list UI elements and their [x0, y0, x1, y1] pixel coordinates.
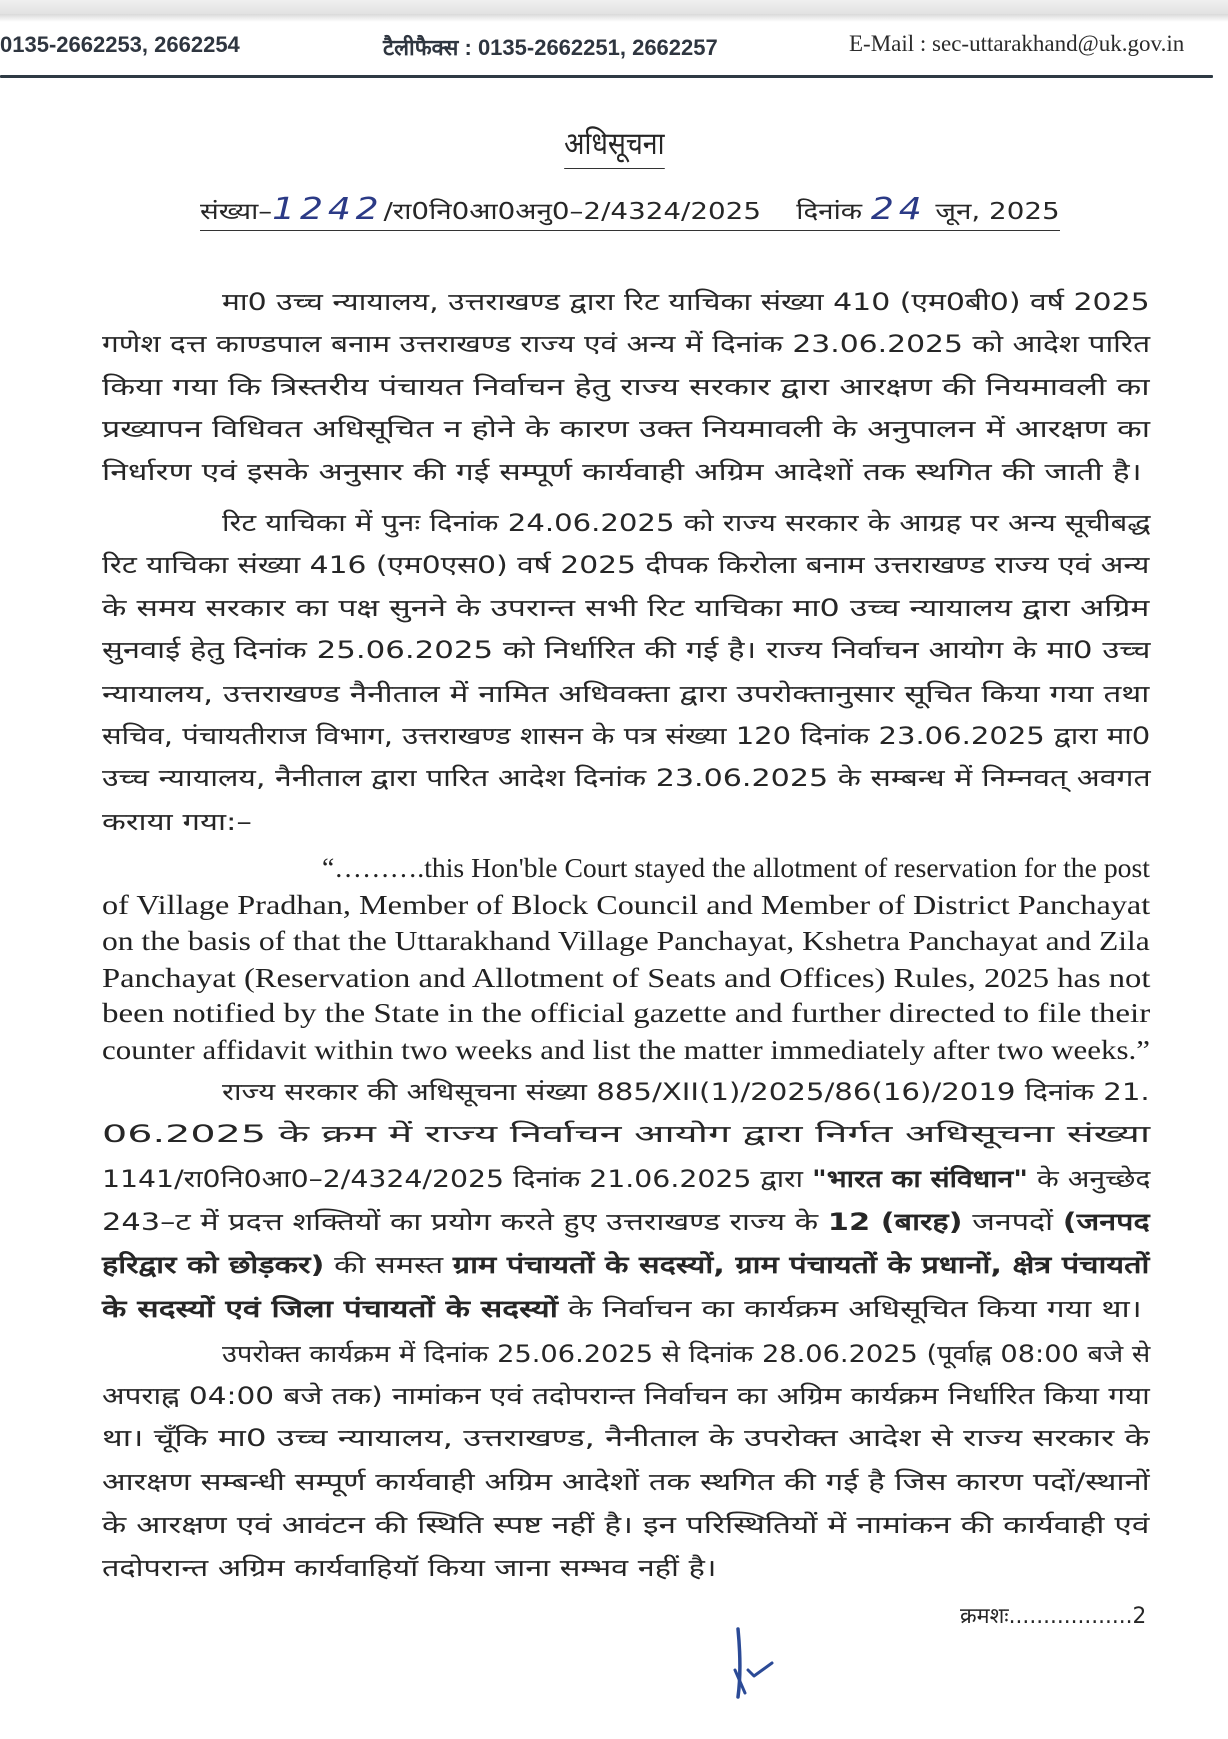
reference-path: /रा0नि0आ0अनु0–2/4324/2025 — [383, 199, 761, 225]
para1-line: निर्धारण एवं इसके अनुसार की गई सम्पूर्ण कार्यवाही अग्रिम आदेशों तक स्थगित की जाती है। — [102, 458, 1142, 486]
constitution-bold: "भारत का संविधान" — [811, 1165, 1028, 1193]
cropped-letterhead-strip — [0, 0, 1228, 14]
quote-line: of Village Pradhan, Member of Block Council and Member of District Panchayat — [102, 890, 1151, 920]
haridwar-bold: हरिद्वार को छोड़कर) — [102, 1251, 325, 1279]
para1-line: गणेश दत्त काण्डपाल बनाम उत्तराखण्ड राज्य एवं अन्य में दिनांक 23.06.2025 को आदेश पारित — [102, 330, 1151, 358]
members-bold: ग्राम पंचायतों के सदस्यों, ग्राम पंचायतों के प्रधानों, क्षेत्र पंचायतों — [452, 1251, 1150, 1279]
date-label: दिनांक — [796, 199, 863, 225]
page-title — [0, 122, 1228, 169]
para1-line: किया गया कि त्रिस्तरीय पंचायत निर्वाचन हेतु राज्य सरकार द्वारा आरक्षण की नियमावली का — [102, 373, 1150, 401]
para4-line: अपराह्न 04:00 बजे तक) नामांकन एवं तदोपरान्त निर्वाचन का अग्रिम कार्यक्रम निर्धारित किया गया — [102, 1382, 1150, 1410]
zila-members-bold: के सदस्यों एवं जिला पंचायतों के सदस्यों — [102, 1295, 558, 1323]
para4-line: उपरोक्त कार्यक्रम में दिनांक 25.06.2025 से दिनांक 28.06.2025 (पूर्वाह्न 08:00 बजे से — [222, 1340, 1151, 1368]
twelve-bold: 12 (बारह) — [827, 1208, 963, 1236]
quote-line: on the basis of that the Uttarakhand Village Panchayat, Kshetra Panchayat and Zila — [102, 926, 1150, 956]
janpadon-text: जनपदों — [972, 1208, 1054, 1236]
quote-line: “……….this Hon'ble Court stayed the allotment of reservation for the post — [322, 853, 1150, 883]
notification-ref: 1141/रा0नि0आ0–2/4324/2025 दिनांक 21.06.2025 द्वारा — [102, 1165, 803, 1193]
para2-line: रिट याचिका संख्या 416 (एम0एस0) वर्ष 2025 दीपक किरोला बनाम उत्तराखण्ड राज्य एवं अन्य — [102, 551, 1150, 579]
reference-line — [200, 192, 1060, 231]
programme-text: के निर्वाचन का कार्यक्रम अधिसूचित किया गया था। — [568, 1295, 1142, 1323]
para2-line: उच्च न्यायालय, नैनीताल द्वारा पारित आदेश दिनांक 23.06.2025 के सम्बन्ध में निम्नवत् अवगत — [102, 764, 1151, 792]
janpad-bold: (जनपद — [1062, 1208, 1150, 1236]
para4-line: आरक्षण सम्बन्धी सम्पूर्ण कार्यवाही अग्रिम आदेशों तक स्थगित की गई है जिस कारण पदों/स्थानों — [102, 1468, 1150, 1496]
handwritten-day: 24 — [870, 192, 927, 227]
quote-line: been notified by the State in the official gazette and further directed to file their — [102, 998, 1151, 1028]
quote-line: counter affidavit within two weeks and list the matter immediately after two weeks.” — [102, 1035, 1150, 1065]
title-text: अधिसूचना — [564, 122, 664, 169]
para2-line: न्यायालय, उत्तराखण्ड नैनीताल में नामित अधिवक्ता द्वारा उपरोक्तानुसार सूचित किया गया तथा — [102, 680, 1150, 708]
para2-line: कराया गया:– — [102, 808, 252, 836]
para2-line: सुनवाई हेतु दिनांक 25.06.2025 को निर्धारित की गई है। राज्य निर्वाचन आयोग के मा0 उच्च — [102, 636, 1151, 664]
letterhead-shadow — [0, 14, 1228, 22]
para1-line: मा0 उच्च न्यायालय, उत्तराखण्ड द्वारा रिट याचिका संख्या 410 (एम0बी0) वर्ष 2025 — [222, 288, 1150, 316]
samast-text: की समस्त — [334, 1251, 444, 1279]
reference-prefix: संख्या– — [200, 199, 273, 225]
powers-text: 243–ट में प्रदत्त शक्तियों का प्रयोग करते हुए उत्तराखण्ड राज्य के — [102, 1208, 819, 1236]
signature-initials — [710, 1625, 810, 1725]
header-rule — [0, 75, 1213, 78]
para3-line — [102, 1248, 1149, 1282]
para2-line: के समय सरकार का पक्ष सुनने के उपरान्त सभी रिट याचिका मा0 उच्च न्यायालय द्वारा अग्रिम — [102, 594, 1150, 622]
para3-line — [102, 1205, 1150, 1239]
quote-line: Panchayat (Reservation and Allotment of Seats and Offices) Rules, 2025 has not — [102, 963, 1151, 993]
handwritten-number: 1242 — [272, 192, 384, 227]
para4-line: था। चूँकि मा0 उच्च न्यायालय, उत्तराखण्ड, नैनीताल के उपरोक्त आदेश से राज्य सरकार के — [102, 1424, 1150, 1452]
para3-line — [102, 1292, 1142, 1326]
header-telefax: टैलीफैक्स : 0135-2662251, 2662257 — [383, 35, 718, 60]
para4-line: के आरक्षण एवं आवंटन की स्थिति स्पष्ट नहीं है। इन परिस्थितियों में नामांकन की कार्यवाही एवं — [102, 1511, 1150, 1539]
header-email: E-Mail : sec-uttarakhand@uk.gov.in — [849, 31, 1185, 56]
para3-line: 06.2025 के क्रम में राज्य निर्वाचन आयोग द्वारा निर्गत अधिसूचना संख्या — [102, 1120, 1151, 1148]
header-phone: 0135-2662253, 2662254 — [0, 32, 240, 57]
continuation-marker: क्रमशः..................2 — [960, 1604, 1147, 1629]
para1-line: प्रख्यापन विधिवत अधिसूचित न होने के कारण उक्त नियमावली के अनुपालन में आरक्षण का — [102, 415, 1151, 443]
para3-line — [102, 1162, 1150, 1196]
para2-line: रिट याचिका में पुनः दिनांक 24.06.2025 को राज्य सरकार के आग्रह पर अन्य सूचीबद्ध — [222, 509, 1151, 537]
para3-line: राज्य सरकार की अधिसूचना संख्या 885/XII(1)/2025/86(16)/2019 दिनांक 21. — [222, 1078, 1150, 1106]
month-year: जून, 2025 — [935, 199, 1060, 225]
para4-line: तदोपरान्त अग्रिम कार्यवाहियॉ किया जाना सम्भव नहीं है। — [102, 1554, 717, 1582]
para2-line: सचिव, पंचायतीराज विभाग, उत्तराखण्ड शासन के पत्र संख्या 120 दिनांक 23.06.2025 द्वारा मा0 — [102, 722, 1151, 750]
article-text: के अनुच्छेद — [1037, 1165, 1151, 1193]
